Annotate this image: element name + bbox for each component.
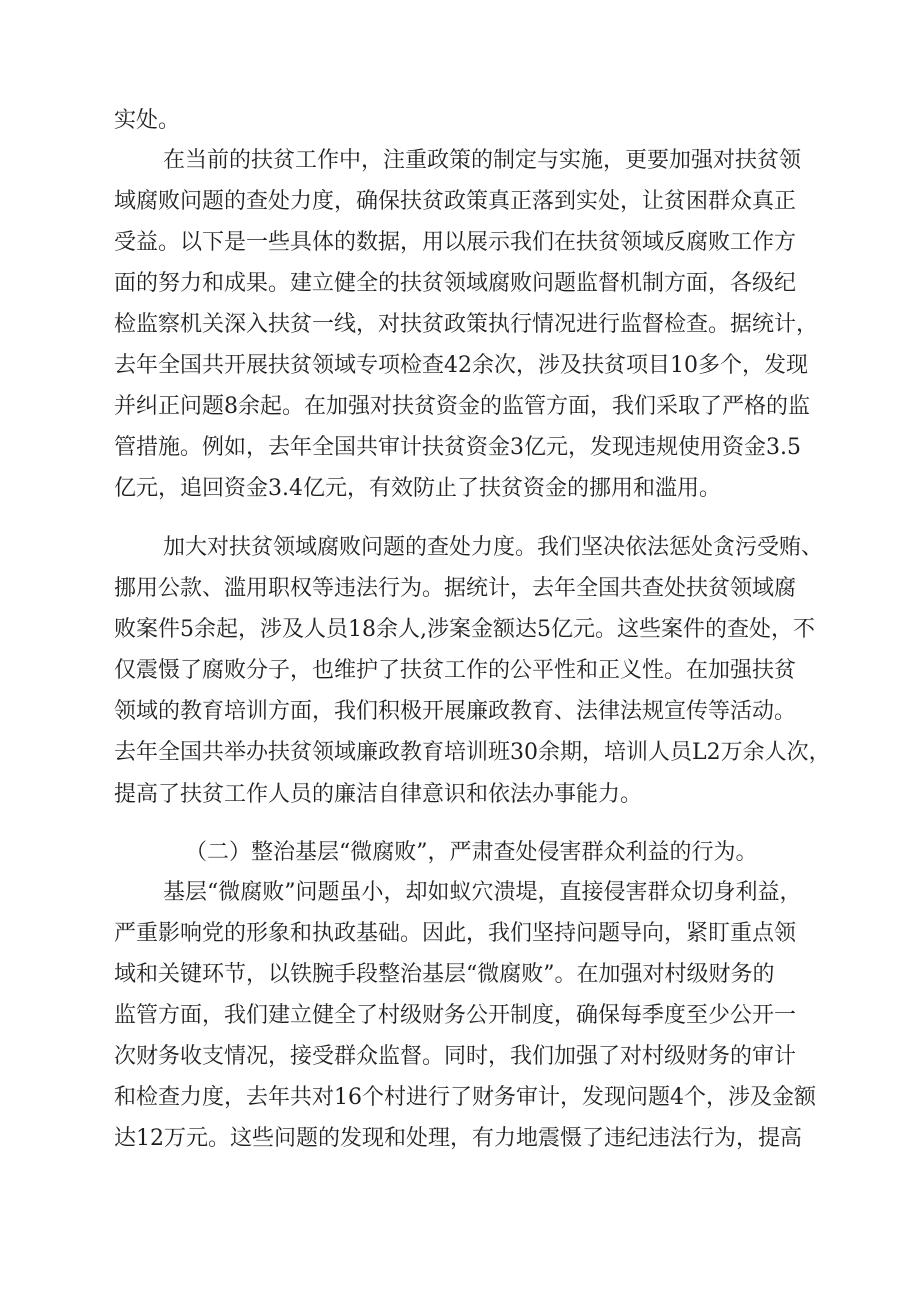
text-line: 和检查力度，去年共对16个村进行了财务审计，发现问题4个，涉及金额 [114,1085,816,1110]
text-line: 达12万元。这些问题的发现和处理，有力地震慑了违纪违法行为，提高 [114,1126,802,1151]
text-line: 去年全国共开展扶贫领域专项检查42余次，涉及扶贫项目10多个，发现 [114,353,808,378]
text-line: 领域的教育培训方面，我们积极开展廉政教育、法律法规宣传等活动。 [114,699,797,724]
text-line: 严重影响党的形象和执政基础。因此，我们坚持问题导向，紧盯重点领 [114,921,797,946]
section-heading: （二）整治基层“微腐败”，严肃查处侵害群众利益的行为。 [185,840,758,865]
text-line: 监管方面，我们建立健全了村级财务公开制度，确保每季度至少公开一 [114,1003,797,1028]
text-line: 仅震慑了腐败分子，也维护了扶贫工作的公平性和正义性。在加强扶贫 [114,658,797,683]
text-line: 提高了扶贫工作人员的廉洁自律意识和依法办事能力。 [114,782,643,807]
text-line: 域和关键环节，以铁腕手段整治基层“微腐败”。在加强对村级财务的 [114,962,775,987]
paragraph-start-line: 基层“微腐败”问题虽小，却如蚁穴溃堤，直接侵害群众切身利益， [163,880,802,905]
text-line: 检监察机关深入扶贫一线，对扶贫政策执行情况进行监督检查。据统计， [114,312,819,337]
paragraph-start-line: 加大对扶贫领域腐败问题的查处力度。我们坚决依法惩处贪污受贿、 [163,535,824,560]
paragraph-start-line: 在当前的扶贫工作中，注重政策的制定与实施，更要加强对扶贫领 [163,148,802,173]
text-line: 受益。以下是一些具体的数据，用以展示我们在扶贫领域反腐败工作方 [114,230,797,255]
text-line: 实处。 [114,108,181,133]
text-line: 面的努力和成果。建立健全的扶贫领域腐败问题监督机制方面，各级纪 [114,271,797,296]
text-line: 域腐败问题的查处力度，确保扶贫政策真正落到实处，让贫困群众真正 [114,189,797,214]
text-line: 挪用公款、滥用职权等违法行为。据统计，去年全国共查处扶贫领域腐 [114,576,797,601]
text-line: 次财务收支情况，接受群众监督。同时，我们加强了对村级财务的审计 [114,1044,797,1069]
text-line: 管措施。例如，去年全国共审计扶贫资金3亿元，发现违规使用资金3.5 [114,435,801,460]
text-line: 并纠正问题8余起。在加强对扶贫资金的监管方面，我们采取了严格的监 [114,394,810,419]
text-line: 亿元，追回资金3.4亿元，有效防止了扶贫资金的挪用和滥用。 [114,476,721,501]
text-line: 败案件5余起，涉及人员18余人,涉案金额达5亿元。这些案件的查处，不 [114,617,815,642]
text-line: 去年全国共举办扶贫领域廉政教育培训班30余期，培训人员L2万余人次， [114,740,831,765]
